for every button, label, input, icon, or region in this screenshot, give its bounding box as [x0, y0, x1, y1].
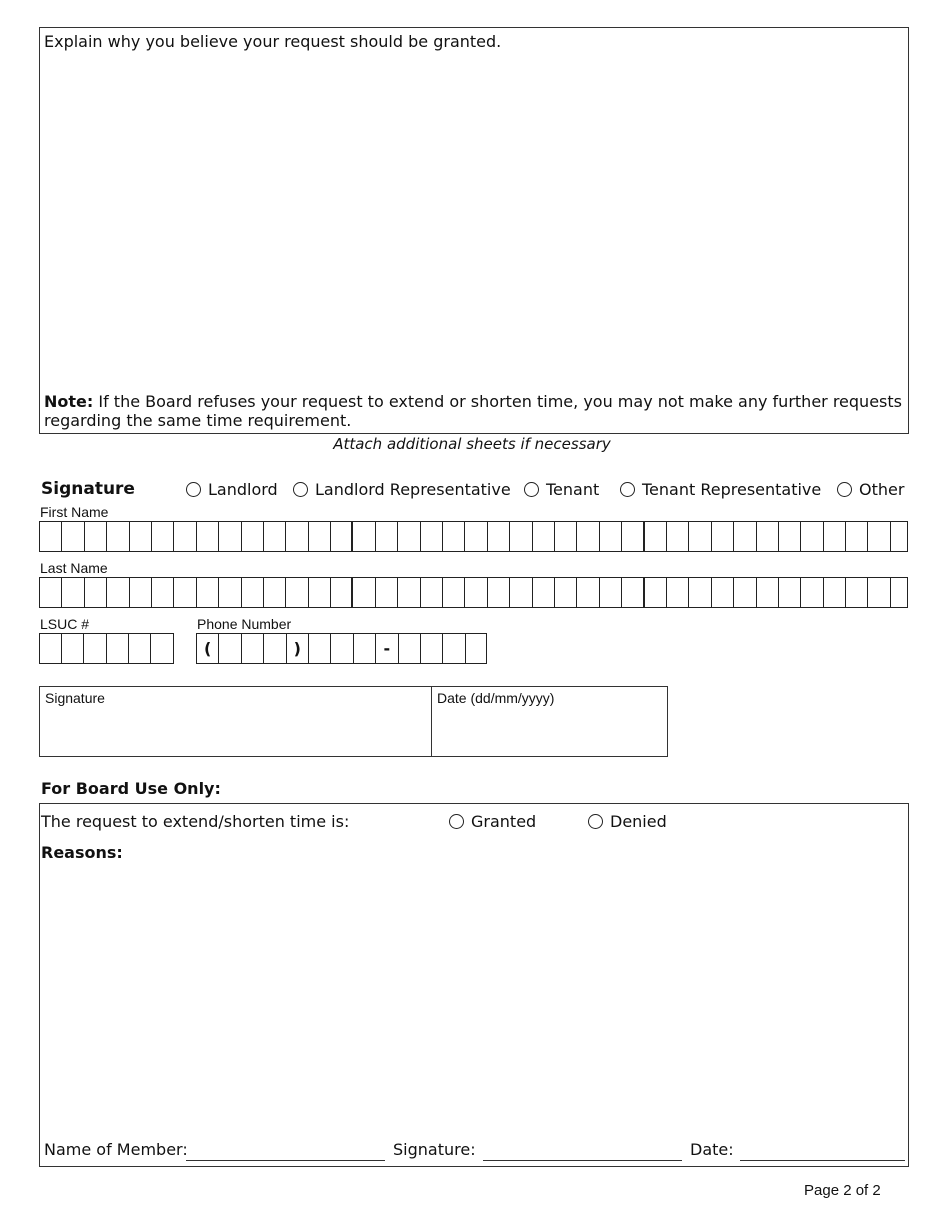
- last-name-cell[interactable]: [465, 578, 487, 607]
- first-name-cell[interactable]: [219, 522, 241, 551]
- decision-granted-label: Granted: [471, 812, 537, 831]
- first-name-cell[interactable]: [533, 522, 555, 551]
- first-name-cell[interactable]: [309, 522, 331, 551]
- phone-cell[interactable]: [421, 634, 443, 663]
- first-name-cell[interactable]: [824, 522, 846, 551]
- phone-cell[interactable]: [264, 634, 286, 663]
- first-name-label: First Name: [40, 504, 109, 520]
- first-name-cell[interactable]: [443, 522, 465, 551]
- first-name-cell[interactable]: [85, 522, 107, 551]
- role-tenant-representative[interactable]: [620, 480, 821, 499]
- role-tenant[interactable]: [524, 480, 599, 499]
- last-name-cell[interactable]: [667, 578, 689, 607]
- first-name-cell[interactable]: [376, 522, 398, 551]
- radio-icon: [588, 814, 603, 829]
- first-name-cell[interactable]: [488, 522, 510, 551]
- note-text: If the Board refuses your request to extend or shorten time, you may not make any further requests regarding the same time requirement.: [44, 392, 902, 430]
- phone-dash: -: [376, 634, 398, 663]
- lsuc-grid[interactable]: [39, 633, 174, 664]
- last-name-cell[interactable]: [488, 578, 510, 607]
- last-name-cell[interactable]: [622, 578, 644, 607]
- last-name-cell[interactable]: [443, 578, 465, 607]
- last-name-cell[interactable]: [555, 578, 577, 607]
- last-name-cell[interactable]: [421, 578, 443, 607]
- phone-cell[interactable]: [466, 634, 488, 663]
- member-name-line[interactable]: [186, 1160, 385, 1161]
- last-name-cell[interactable]: [891, 578, 913, 607]
- last-name-cell[interactable]: [353, 578, 375, 607]
- last-name-cell[interactable]: [645, 578, 667, 607]
- last-name-cell[interactable]: [107, 578, 129, 607]
- first-name-cell[interactable]: [465, 522, 487, 551]
- phone-open-paren: (: [197, 634, 219, 663]
- first-name-cell[interactable]: [242, 522, 264, 551]
- lsuc-label: LSUC #: [40, 616, 90, 632]
- first-name-cell[interactable]: [197, 522, 219, 551]
- last-name-cell[interactable]: [62, 578, 84, 607]
- member-label: Name of Member:: [44, 1140, 188, 1159]
- first-name-cell[interactable]: [510, 522, 532, 551]
- first-name-cell[interactable]: [62, 522, 84, 551]
- first-name-cell[interactable]: [600, 522, 622, 551]
- last-name-cell[interactable]: [689, 578, 711, 607]
- first-name-cell[interactable]: [577, 522, 599, 551]
- last-name-cell[interactable]: [174, 578, 196, 607]
- role-other-label: Other: [859, 480, 905, 499]
- radio-icon: [620, 482, 635, 497]
- last-name-cell[interactable]: [197, 578, 219, 607]
- phone-cell[interactable]: [242, 634, 264, 663]
- last-name-cell[interactable]: [734, 578, 756, 607]
- last-name-cell[interactable]: [779, 578, 801, 607]
- radio-icon: [524, 482, 539, 497]
- phone-cell[interactable]: [219, 634, 241, 663]
- phone-cell[interactable]: [354, 634, 376, 663]
- first-name-cell[interactable]: [779, 522, 801, 551]
- last-name-cell[interactable]: [40, 578, 62, 607]
- lsuc-cell[interactable]: [40, 634, 62, 663]
- first-name-cell[interactable]: [846, 522, 868, 551]
- last-name-grid[interactable]: [39, 577, 908, 608]
- role-landlord[interactable]: [186, 480, 278, 499]
- first-name-cell[interactable]: [398, 522, 420, 551]
- last-name-cell[interactable]: [712, 578, 734, 607]
- phone-cell[interactable]: [399, 634, 421, 663]
- reasons-label: Reasons:: [41, 843, 123, 862]
- phone-label: Phone Number: [197, 616, 292, 632]
- phone-cell[interactable]: [443, 634, 465, 663]
- board-request-text: The request to extend/shorten time is:: [41, 812, 350, 831]
- first-name-cell[interactable]: [107, 522, 129, 551]
- last-name-cell[interactable]: [577, 578, 599, 607]
- board-date-label: Date:: [690, 1140, 734, 1159]
- radio-icon: [837, 482, 852, 497]
- decision-granted[interactable]: [449, 812, 536, 831]
- lsuc-cell[interactable]: [129, 634, 151, 663]
- signature-box[interactable]: [39, 686, 432, 757]
- board-date-line[interactable]: [740, 1160, 905, 1161]
- first-name-cell[interactable]: [622, 522, 644, 551]
- last-name-cell[interactable]: [152, 578, 174, 607]
- phone-grid[interactable]: [196, 633, 487, 664]
- phone-cell[interactable]: [309, 634, 331, 663]
- board-signature-label: Signature:: [393, 1140, 476, 1159]
- radio-icon: [293, 482, 308, 497]
- role-tenant-representative-label: Tenant Representative: [642, 480, 822, 499]
- first-name-cell[interactable]: [757, 522, 779, 551]
- last-name-cell[interactable]: [376, 578, 398, 607]
- last-name-cell[interactable]: [757, 578, 779, 607]
- lsuc-cell[interactable]: [84, 634, 106, 663]
- last-name-cell[interactable]: [868, 578, 890, 607]
- first-name-cell[interactable]: [891, 522, 913, 551]
- last-name-cell[interactable]: [309, 578, 331, 607]
- signature-heading: Signature: [41, 479, 135, 499]
- first-name-cell[interactable]: [130, 522, 152, 551]
- role-other[interactable]: [837, 480, 904, 499]
- role-landlord-label: Landlord: [208, 480, 278, 499]
- last-name-cell[interactable]: [264, 578, 286, 607]
- first-name-cell[interactable]: [689, 522, 711, 551]
- last-name-cell[interactable]: [286, 578, 308, 607]
- phone-close-paren: ): [287, 634, 309, 663]
- last-name-cell[interactable]: [398, 578, 420, 607]
- first-name-cell[interactable]: [40, 522, 62, 551]
- first-name-cell[interactable]: [645, 522, 667, 551]
- first-name-cell[interactable]: [331, 522, 353, 551]
- page-number: Page 2 of 2: [804, 1182, 881, 1199]
- last-name-cell[interactable]: [331, 578, 353, 607]
- last-name-cell[interactable]: [801, 578, 823, 607]
- radio-icon: [186, 482, 201, 497]
- lsuc-cell[interactable]: [107, 634, 129, 663]
- last-name-label: Last Name: [40, 560, 108, 576]
- first-name-cell[interactable]: [801, 522, 823, 551]
- last-name-cell[interactable]: [130, 578, 152, 607]
- first-name-grid[interactable]: [39, 521, 908, 552]
- last-name-cell[interactable]: [533, 578, 555, 607]
- attach-note: Attach additional sheets if necessary: [333, 435, 611, 453]
- last-name-cell[interactable]: [219, 578, 241, 607]
- board-use-heading: For Board Use Only:: [41, 779, 221, 798]
- phone-cell[interactable]: [331, 634, 353, 663]
- board-signature-line[interactable]: [483, 1160, 682, 1161]
- last-name-cell[interactable]: [600, 578, 622, 607]
- first-name-cell[interactable]: [174, 522, 196, 551]
- first-name-cell[interactable]: [421, 522, 443, 551]
- board-use-box: [39, 803, 909, 1167]
- note-label: Note:: [44, 392, 94, 411]
- role-landlord-representative-label: Landlord Representative: [315, 480, 511, 499]
- first-name-cell[interactable]: [286, 522, 308, 551]
- first-name-cell[interactable]: [152, 522, 174, 551]
- first-name-cell[interactable]: [555, 522, 577, 551]
- first-name-cell[interactable]: [712, 522, 734, 551]
- explanation-box[interactable]: [39, 27, 909, 434]
- first-name-cell[interactable]: [264, 522, 286, 551]
- first-name-cell[interactable]: [868, 522, 890, 551]
- first-name-cell[interactable]: [353, 522, 375, 551]
- first-name-cell[interactable]: [667, 522, 689, 551]
- last-name-cell[interactable]: [510, 578, 532, 607]
- last-name-cell[interactable]: [846, 578, 868, 607]
- explanation-note: [44, 392, 904, 430]
- explanation-prompt: Explain why you believe your request should be granted.: [44, 32, 502, 51]
- last-name-cell[interactable]: [85, 578, 107, 607]
- decision-denied-label: Denied: [610, 812, 667, 831]
- last-name-cell[interactable]: [824, 578, 846, 607]
- role-landlord-representative[interactable]: [293, 480, 511, 499]
- last-name-cell[interactable]: [242, 578, 264, 607]
- first-name-cell[interactable]: [734, 522, 756, 551]
- date-box[interactable]: [431, 686, 668, 757]
- role-tenant-label: Tenant: [546, 480, 600, 499]
- lsuc-cell[interactable]: [151, 634, 173, 663]
- decision-denied[interactable]: [588, 812, 667, 831]
- signature-box-label: Signature: [45, 690, 105, 706]
- radio-icon: [449, 814, 464, 829]
- lsuc-cell[interactable]: [62, 634, 84, 663]
- date-box-label: Date (dd/mm/yyyy): [437, 690, 555, 706]
